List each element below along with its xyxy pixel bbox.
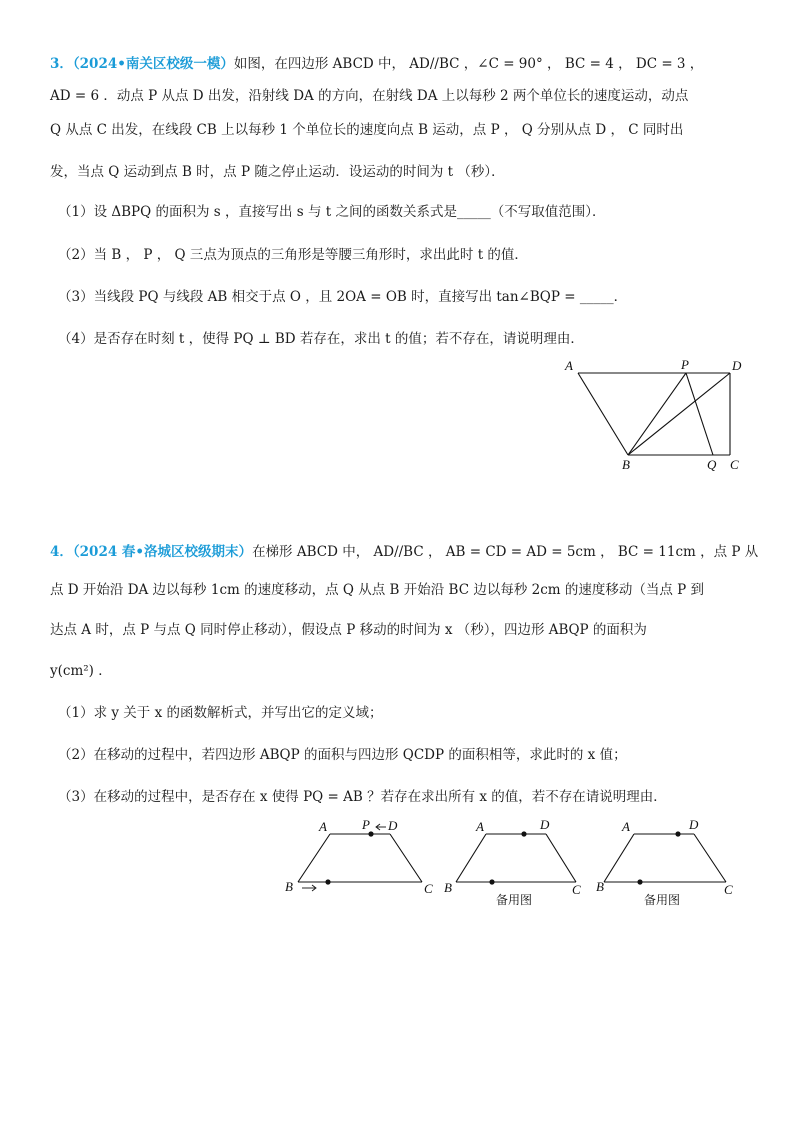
- problem4-number: 4．: [50, 544, 73, 560]
- problem3-part-2: （2）当 B ， P ， Q 三点为顶点的三角形是等腰三角形时，求出此时 t 的值．: [58, 247, 528, 263]
- segment-BA: [578, 373, 628, 455]
- problem4-line-4: y(cm²) ．: [50, 663, 112, 679]
- segment-PQ: [686, 373, 713, 455]
- problem4-header: [50, 542, 758, 562]
- segment-BA: [298, 834, 330, 882]
- problem3-line-3: Q 从点 C 出发，在线段 CB 上以每秒 1 个单位长的速度向点 B 运动，点 P ， Q 分别从点 D ， C 同时出: [50, 122, 684, 138]
- label-D: D: [388, 818, 398, 833]
- problem4-line-3: 达点 A 时，点 P 与点 Q 同时停止移动），假设点 P 移动的时间为 x （秒），四边形 ABQP 的面积为: [50, 622, 647, 638]
- label-B: B: [596, 879, 604, 894]
- problem4-part-1: （1）求 y 关于 x 的函数解析式，并写出它的定义域；: [58, 705, 383, 721]
- segment-BP: [628, 373, 686, 455]
- problem3-part-4: （4）是否存在时刻 t ，使得 PQ ⊥ BD 若存在，求出 t 的值；若不存在，请说明理由．: [58, 331, 584, 347]
- problem4-part-3: （3）在移动的过程中，是否存在 x 使得 PQ = AB ？若存在求出所有 x 的值，若不存在请说明理由．: [58, 789, 667, 805]
- problem3-line-4: 发，当点 Q 运动到点 B 时，点 P 随之停止运动．设运动的时间为 t （秒）．: [50, 164, 505, 180]
- problem3-header: [50, 54, 703, 74]
- problem3-line-2: AD = 6 ．动点 P 从点 D 出发，沿射线 DA 的方向，在射线 DA 上以每秒 2 两个单位长的速度运动，动点: [50, 88, 689, 104]
- label-Q: Q: [707, 457, 717, 472]
- segment-BD: [628, 373, 730, 455]
- label-B: B: [285, 879, 293, 894]
- problem3-source: （2024•南关区校级一模）: [72, 56, 234, 72]
- label-A: A: [319, 819, 327, 834]
- label-D: D: [689, 817, 699, 832]
- problem4-line-2: 点 D 开始沿 DA 边以每秒 1cm 的速度移动，点 Q 从点 B 开始沿 BC 边以每秒 2cm 的速度移动（当点 P 到: [50, 582, 705, 598]
- problem4-figure-main: [282, 816, 442, 896]
- spare-caption: 备用图: [496, 893, 533, 907]
- label-A: A: [565, 358, 573, 373]
- label-C: C: [730, 457, 739, 472]
- problem3-figure: [560, 355, 760, 475]
- label-C: C: [424, 881, 433, 896]
- problem3-line-1: 如图，在四边形 ABCD 中， AD//BC ，∠C = 90° ， BC = 4 ， DC = 3 ，: [233, 56, 704, 72]
- problem4-part-2: （2）在移动的过程中，若四边形 ABQP 的面积与四边形 QCDP 的面积相等，求此时的 x 值；: [58, 747, 627, 763]
- label-B: B: [622, 457, 630, 472]
- label-D: D: [540, 817, 550, 832]
- label-A: A: [622, 819, 630, 834]
- point-P-dot: [368, 831, 373, 836]
- label-B: B: [444, 880, 452, 895]
- label-D: D: [732, 358, 742, 373]
- label-A: A: [476, 819, 484, 834]
- label-C: C: [724, 882, 733, 897]
- point-dot-top: [675, 831, 680, 836]
- problem4-figure-spare-2: [594, 816, 744, 911]
- problem4-figure-spare-1: [442, 816, 592, 911]
- spare-caption: 备用图: [644, 893, 681, 907]
- label-P: P: [362, 817, 370, 832]
- problem4-line-1: 在梯形 ABCD 中， AD//BC ， AB = CD = AD = 5cm ， BC = 11cm ，点 P 从: [252, 544, 759, 560]
- point-dot-bottom: [637, 879, 642, 884]
- label-P: P: [681, 357, 689, 372]
- point-dot-bottom: [489, 879, 494, 884]
- problem3-part-3: （3）当线段 PQ 与线段 AB 相交于点 O ，且 2OA = OB 时，直接写出 tan∠BQP = _____．: [58, 289, 628, 305]
- point-dot-top: [521, 831, 526, 836]
- problem3-part-1: （1）设 ΔBPQ 的面积为 s ，直接写出 s 与 t 之间的函数关系式是_____（不写取值范围）．: [58, 204, 606, 220]
- problem4-source: （2024 春•洛城区校级期末）: [72, 544, 253, 560]
- problem3-number: 3．: [50, 56, 73, 72]
- point-Q-dot: [325, 879, 330, 884]
- segment-DC: [390, 834, 422, 882]
- label-C: C: [572, 882, 581, 897]
